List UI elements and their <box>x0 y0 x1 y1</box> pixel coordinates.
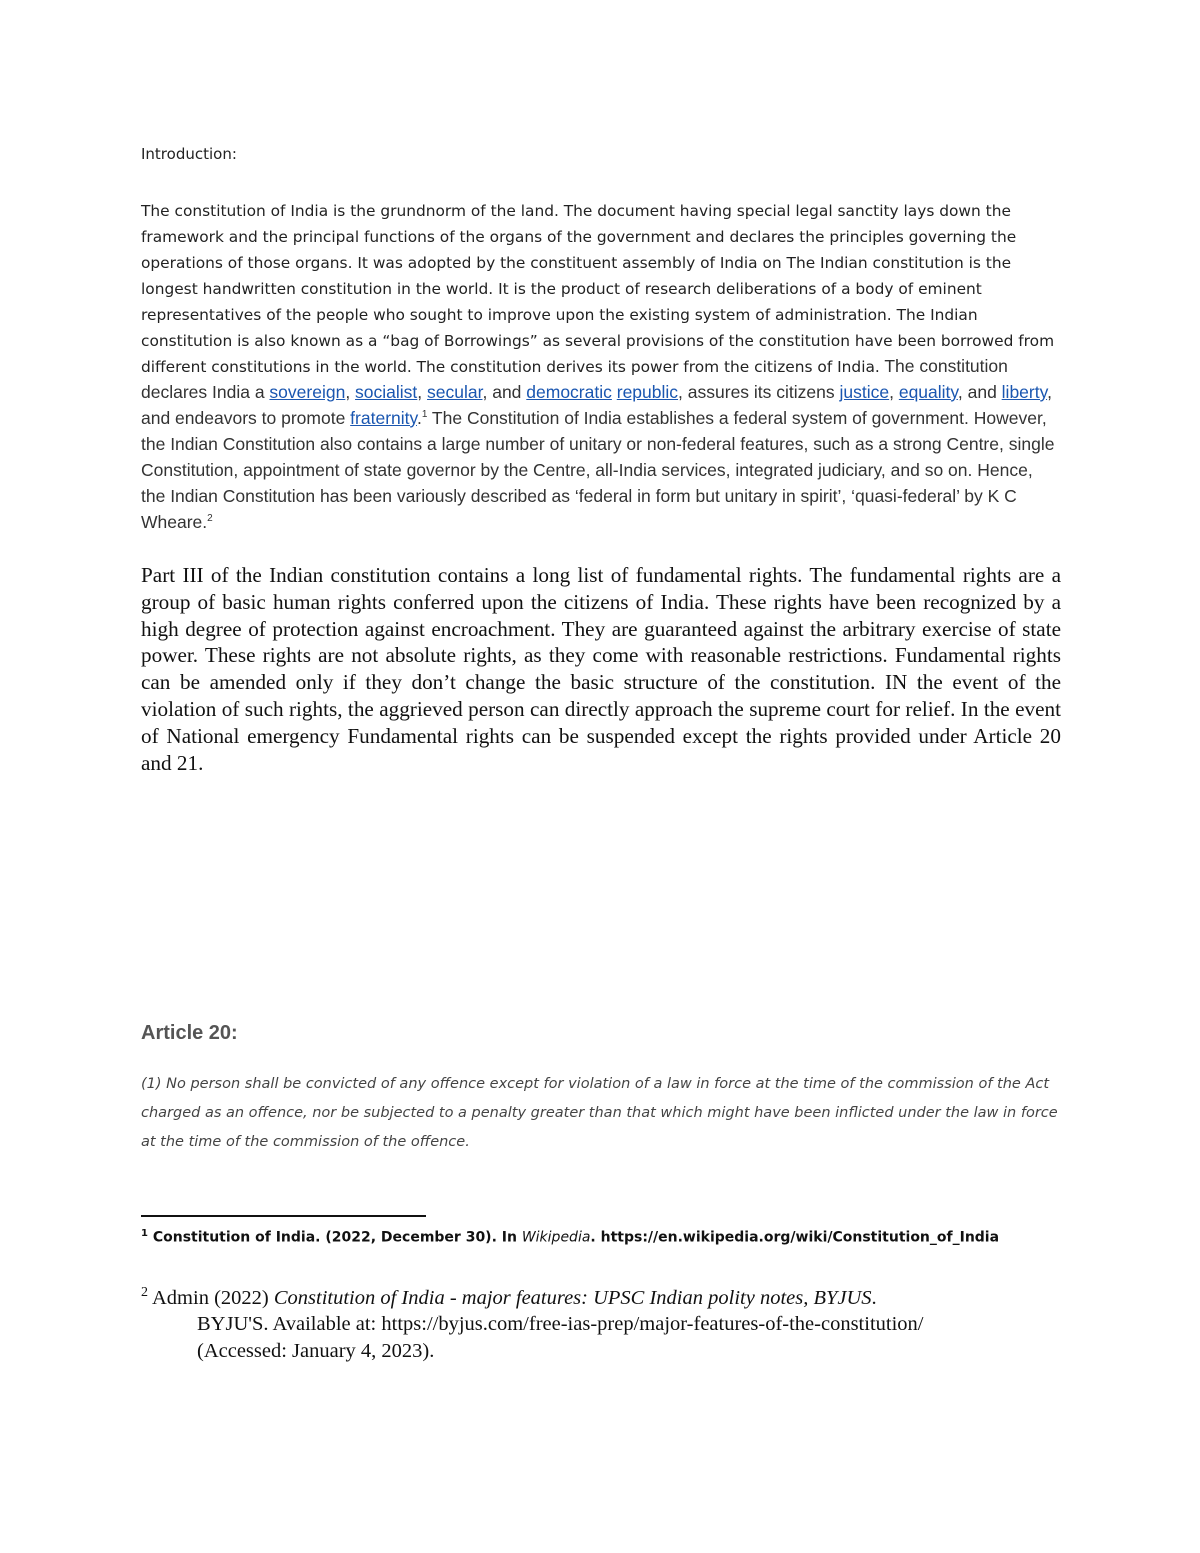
separator: , <box>417 382 428 402</box>
introduction-paragraph <box>141 198 1061 536</box>
footnote-2-line-2[interactable]: BYJU'S. Available at: https://byjus.com/free-ias-prep/major-features-of-the-constitution/ <box>197 1313 924 1336</box>
footnote-2 <box>141 1280 1081 1364</box>
fundamental-rights-paragraph: Part III of the Indian constitution contains a long list of fundamental rights. The fundamental rights are a group of basic human rights conferred upon the citizens of India. These rights have been recognized by a high degree of protection against encroachment. They are guaranteed against the arbitrary exercise of state power. These rights are not absolute rights, as they come with reasonable restrictions. Fundamental rights can be amended only if they don’t change the basic structure of the constitution. IN the event of the violation of such rights, the aggrieved person can directly approach the supreme court for relief. In the event of National emergency Fundamental rights can be suspended except the rights provided under Article 20 and 21. <box>141 563 1061 775</box>
introduction-heading: Introduction: <box>141 145 237 163</box>
link-sovereign[interactable]: sovereign <box>269 382 346 402</box>
intro-arial-end: The Constitution of India establishes a federal system of government. However, the Indian Constitution also contains a large number of unitary or non-federal features, such as a strong Centre, single Constitution, appointment of state governor by the Centre, all-India services, integrated judiciary, and so on. Hence, the Indian Constitution has been variously described as ‘federal in form but unitary in spirit’, ‘quasi-federal’ by K C Wheare. <box>141 408 1055 532</box>
separator: , and <box>957 382 1002 402</box>
footnote-2-line-1 <box>141 1280 1081 1311</box>
separator: . <box>416 408 422 428</box>
footnote-2-after-title: . <box>871 1286 877 1309</box>
footnote-2-title: Constitution of India - major features: UPSC Indian polity notes, BYJUS <box>273 1286 872 1309</box>
separator: , <box>345 382 356 402</box>
footnote-1-source: Wikipedia <box>521 1229 591 1246</box>
separator: , and endeavors to promote <box>141 382 1052 428</box>
link-equality[interactable]: equality <box>898 382 958 402</box>
footnote-2-marker: 2 <box>141 1285 148 1300</box>
link-liberty[interactable]: liberty <box>1001 382 1048 402</box>
link-republic[interactable]: republic <box>616 382 679 402</box>
link-democratic[interactable]: democratic <box>526 382 612 402</box>
intro-text: The constitution of India is the grundnorm of the land. The document having special legal sanctity lays down the framework and the principal functions of the organs of the government and declares the principles governing the operations of those organs. It was adopted by the constituent assembly of India on The Indian constitution is the longest handwritten constitution in the world. It is the product of research deliberations of a body of eminent representatives of the people who sought to improve upon the existing system of administration. The Indian constitution is also known as a “bag of Borrowings” as several provisions of the constitution have been borrowed from different constitutions in the world. The constitution derives its power from the citizens of India. <box>141 202 1055 376</box>
footnote-separator <box>141 1215 426 1217</box>
separator: , and <box>482 382 527 402</box>
footnote-1-suffix: . https://en.wikipedia.org/wiki/Constitution_of_India <box>590 1229 1000 1246</box>
footnote-1 <box>141 1228 1081 1246</box>
footnote-2-line-3: (Accessed: January 4, 2023). <box>197 1339 435 1362</box>
article-20-heading: Article 20: <box>141 1022 238 1044</box>
link-justice[interactable]: justice <box>839 382 890 402</box>
footnote-2-prefix: Admin (2022) <box>148 1286 274 1309</box>
footnote-1-prefix: Constitution of India. (2022, December 30). In <box>147 1229 522 1246</box>
footnote-1-marker: 1 <box>141 1228 148 1239</box>
link-secular[interactable]: secular <box>427 382 483 402</box>
separator: , <box>889 382 899 402</box>
separator: , assures its citizens <box>678 382 840 402</box>
intro-text-arial <box>141 356 1054 532</box>
footnote-marker-2[interactable]: 2 <box>207 513 213 525</box>
footnote-marker-1[interactable]: 1 <box>421 409 428 421</box>
link-fraternity[interactable]: fraternity <box>350 408 417 428</box>
article-20-text: (1) No person shall be convicted of any offence except for violation of a law in force at the time of the commission of the Act charged as an offence, nor be subjected to a penalty greater than that which might have been inflicted under the law in force at the time of the commission of the offence. <box>141 1076 1058 1150</box>
intro-arial-start: The constitution declares India a <box>141 356 1008 402</box>
link-socialist[interactable]: socialist <box>355 382 418 402</box>
